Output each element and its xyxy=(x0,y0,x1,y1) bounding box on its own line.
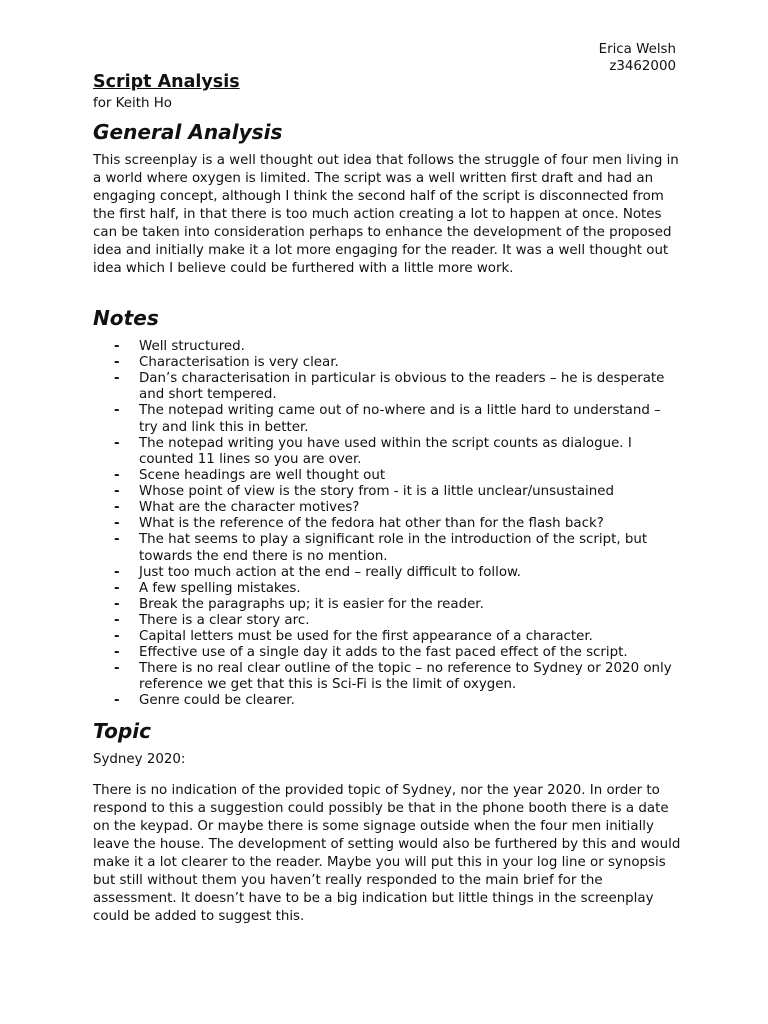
student-id: z3462000 xyxy=(609,58,676,74)
list-item-text: The hat seems to play a significant role in the introduction of the script, but towards the end there is no mention. xyxy=(139,532,648,564)
list-item xyxy=(93,581,683,597)
bullet-dash: - xyxy=(114,516,120,532)
bullet-dash: - xyxy=(114,693,120,709)
list-item-text: Effective use of a single day it adds to the fast paced effect of the script. xyxy=(139,644,628,660)
list-item xyxy=(93,436,683,469)
bullet-dash: - xyxy=(114,468,120,484)
topic-text: There is no indication of the provided topic of Sydney, nor the year 2020. In order to respond to this a suggestion could possibly be that in the phone booth there is a date on the keypad. Or maybe there is some signage outside when the four men initially leave the house. The development of setting would also be furthered by this and would make it a lot clearer to the reader. Maybe you will put this in your log line or synopsis but still without them you haven’t really responded to the main brief for the assessment. It doesn’t have to be a big indication but little things in the screenplay could be added to suggest this. xyxy=(93,783,681,924)
list-item-text: The notepad writing you have used within the script counts as dialogue. I counted 11 lines so you are over. xyxy=(139,435,632,468)
list-item-text: What are the character motives? xyxy=(139,500,360,516)
list-item-text: There is a clear story arc. xyxy=(139,612,310,628)
notes-list xyxy=(93,339,683,710)
list-item xyxy=(93,565,683,581)
general-analysis-section xyxy=(93,120,683,278)
topic-subheading: Sydney 2020: xyxy=(93,752,186,767)
list-item xyxy=(93,484,683,500)
bullet-dash: - xyxy=(114,500,120,516)
general-analysis-heading: General Analysis xyxy=(93,120,283,144)
list-item-text: The notepad writing came out of no-where and is a little hard to understand – try and link this in better. xyxy=(139,403,661,435)
list-item-text: Genre could be clearer. xyxy=(139,693,295,709)
list-item-text: Just too much action at the end – really difficult to follow. xyxy=(139,564,522,580)
bullet-dash: - xyxy=(114,612,120,628)
document-subtitle: for Keith Ho xyxy=(93,96,172,111)
list-item xyxy=(93,516,683,532)
list-item xyxy=(93,629,683,645)
list-item-text: Scene headings are well thought out xyxy=(139,468,386,484)
general-analysis-text: This screenplay is a well thought out idea that follows the struggle of four men living in a world where oxygen is limited. The script was a well written first draft and had an engaging concept, although I think the second half of the script is disconnected from the first half, in that there is too much action creating a lot to happen at once. Notes can be taken into consideration perhaps to enhance the development of the proposed idea and initially make it a lot more engaging for the reader. It was a well thought out idea which I believe could be furthered with a little more work. xyxy=(93,153,679,276)
list-item xyxy=(93,613,683,629)
notes-section xyxy=(93,306,683,709)
list-item xyxy=(93,403,683,436)
bullet-dash: - xyxy=(114,435,120,451)
bullet-dash: - xyxy=(114,644,120,660)
list-item xyxy=(93,371,683,404)
list-item xyxy=(93,500,683,516)
list-item-text: Characterisation is very clear. xyxy=(139,355,339,371)
list-item xyxy=(93,339,683,355)
topic-section xyxy=(93,719,683,926)
list-item xyxy=(93,532,683,565)
bullet-dash: - xyxy=(114,628,120,644)
list-item-text: Break the paragraphs up; it is easier for the reader. xyxy=(139,596,484,612)
list-item-text: A few spelling mistakes. xyxy=(139,580,301,596)
bullet-dash: - xyxy=(114,660,120,676)
list-item-text: There is no real clear outline of the topic – no reference to Sydney or 2020 only reference we get that this is Sci-Fi is the limit of oxygen. xyxy=(139,660,672,693)
list-item-text: Well structured. xyxy=(139,339,245,354)
bullet-dash: - xyxy=(114,532,120,548)
document-title: Script Analysis xyxy=(93,72,240,92)
list-item xyxy=(93,645,683,661)
author-name: Erica Welsh xyxy=(598,42,676,57)
list-item-text: Dan’s characterisation in particular is obvious to the readers – he is desperate and short tempered. xyxy=(139,371,665,403)
list-item-text: What is the reference of the fedora hat other than for the flash back? xyxy=(139,516,604,532)
topic-heading: Topic xyxy=(93,719,152,743)
list-item xyxy=(93,355,683,371)
notes-heading: Notes xyxy=(93,306,159,330)
bullet-dash: - xyxy=(114,484,120,500)
author-block xyxy=(599,42,676,75)
bullet-dash: - xyxy=(114,355,120,371)
list-item xyxy=(93,661,683,694)
list-item-text: Capital letters must be used for the first appearance of a character. xyxy=(139,628,593,644)
bullet-dash: - xyxy=(114,371,120,387)
list-item xyxy=(93,468,683,484)
bullet-dash: - xyxy=(114,596,120,612)
list-item xyxy=(93,693,683,709)
bullet-dash: - xyxy=(114,403,120,419)
bullet-dash: - xyxy=(114,339,120,354)
bullet-dash: - xyxy=(114,564,120,580)
list-item xyxy=(93,597,683,613)
list-item-text: Whose point of view is the story from - it is a little unclear/unsustained xyxy=(139,484,614,500)
bullet-dash: - xyxy=(114,580,120,596)
